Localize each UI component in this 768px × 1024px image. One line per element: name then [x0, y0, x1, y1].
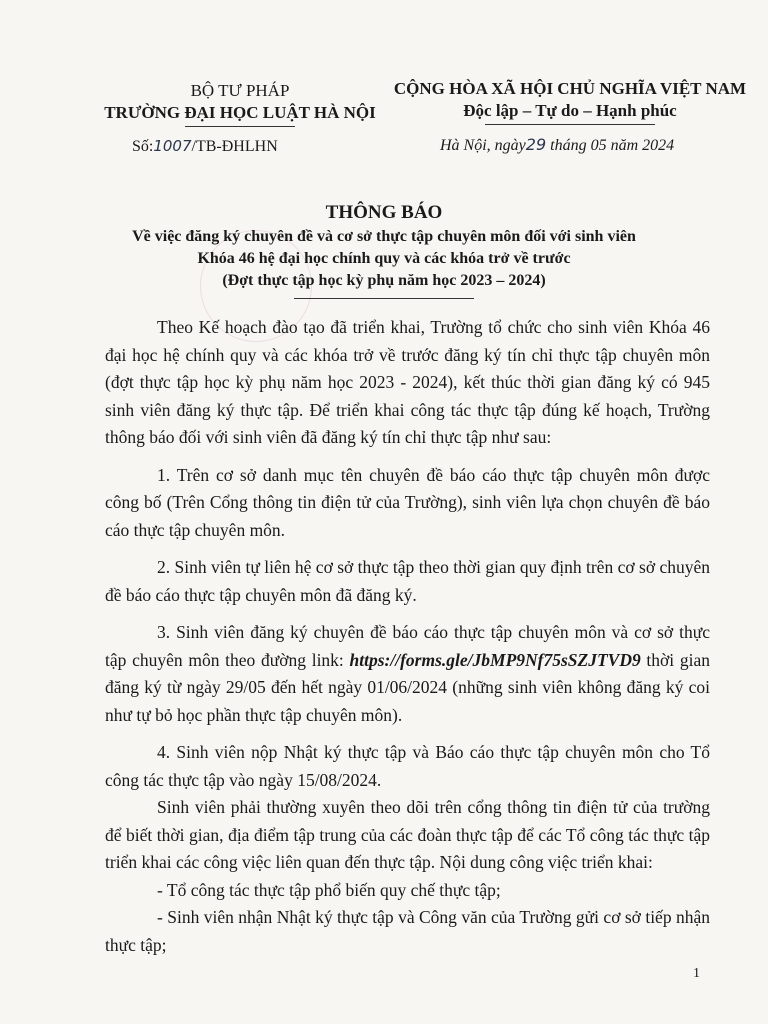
ministry-name: BỘ TƯ PHÁP: [190, 81, 290, 100]
motto-underline: [485, 124, 655, 125]
item-4: 4. Sinh viên nộp Nhật ký thực tập và Báo cáo thực tập chuyên môn cho Tổ công tác thực tập vào ngày 15/08/2024.: [105, 742, 710, 790]
follow-paragraph: Sinh viên phải thường xuyên theo dõi trên cổng thông tin điện tử của trường để biết thời gian, địa điểm tập trung của các đoàn thực tập để các Tổ công tác thực tập triển khai các công việc liên quan đến thực tập. Nội dung công việc triển khai:: [105, 797, 710, 872]
university-name: TRƯỜNG ĐẠI HỌC LUẬT HÀ NỘI: [104, 103, 376, 122]
national-motto: Độc lập – Tự do – Hạnh phúc: [463, 101, 677, 120]
notice-title-block: [80, 200, 688, 299]
notice-subtitle-2: Khóa 46 hệ đại học chính quy và các khóa trở về trước: [197, 250, 571, 267]
document-reference: [132, 137, 278, 156]
date-rest: tháng 05 năm 2024: [546, 137, 675, 154]
dash-item-1: - Tổ công tác thực tập phổ biến quy chế thực tập;: [157, 879, 501, 900]
notice-title: THÔNG BÁO: [325, 202, 443, 223]
ref-suffix: /TB-ĐHLHN: [191, 138, 278, 155]
ref-prefix: Số:: [132, 138, 154, 155]
issuer-underline: [185, 126, 295, 127]
item-2: 2. Sinh viên tự liên hệ cơ sở thực tập theo thời gian quy định trên cơ sở chuyên đề báo cáo thực tập chuyên môn đã đăng ký.: [105, 557, 710, 605]
date-day: 29: [525, 135, 547, 154]
issuer-header: [100, 80, 380, 127]
date-prefix: Hà Nội, ngày: [440, 137, 526, 154]
ref-number: 1007: [153, 137, 192, 155]
national-header: [385, 78, 755, 125]
dash-item-2: - Sinh viên nhận Nhật ký thực tập và Công văn của Trường gửi cơ sở tiếp nhận thực tập;: [105, 907, 710, 955]
document-date: [440, 135, 674, 155]
page-number: 1: [693, 966, 700, 981]
item-3-text-end: thời gian đăng ký từ ngày 29/05 đến hết ngày 01/06/2024 (những sinh viên không đăng ký coi như tự bỏ học phần thực tập chuyên môn).: [105, 649, 711, 725]
country-name: CỘNG HÒA XÃ HỘI CHỦ NGHĨA VIỆT NAM: [393, 79, 747, 98]
title-underline: [294, 298, 474, 299]
registration-link[interactable]: https://forms.gle/JbMP9Nf75sSZJTVD9: [349, 649, 641, 670]
intro-paragraph: Theo Kế hoạch đào tạo đã triển khai, Trường tổ chức cho sinh viên Khóa 46 đại học hệ chính quy và các khóa trở về trước đăng ký tín chỉ thực tập chuyên môn (đợt thực tập học kỳ phụ năm học 2023 - 2024), kết thúc thời gian đăng ký có 945 sinh viên đăng ký thực tập. Để triển khai công tác thực tập đúng kế hoạch, Trường thông báo đối với sinh viên đã đăng ký tín chỉ thực tập như sau:: [105, 317, 710, 447]
notice-subtitle-1: Về việc đăng ký chuyên đề và cơ sở thực tập chuyên môn đối với sinh viên: [132, 228, 636, 245]
item-3-text: 3. Sinh viên đăng ký chuyên đề báo cáo thực tập chuyên môn và cơ sở thực tập chuyên môn theo đường link:: [105, 622, 710, 670]
item-1: 1. Trên cơ sở danh mục tên chuyên đề báo cáo thực tập chuyên môn được công bố (Trên Cổng thông tin điện tử của Trường), sinh viên lựa chọn chuyên đề báo cáo thực tập chuyên môn.: [105, 464, 710, 540]
notice-body: [105, 314, 710, 959]
item-3: [105, 619, 710, 729]
notice-subtitle-3: (Đợt thực tập học kỳ phụ năm học 2023 – 2024): [222, 272, 546, 289]
